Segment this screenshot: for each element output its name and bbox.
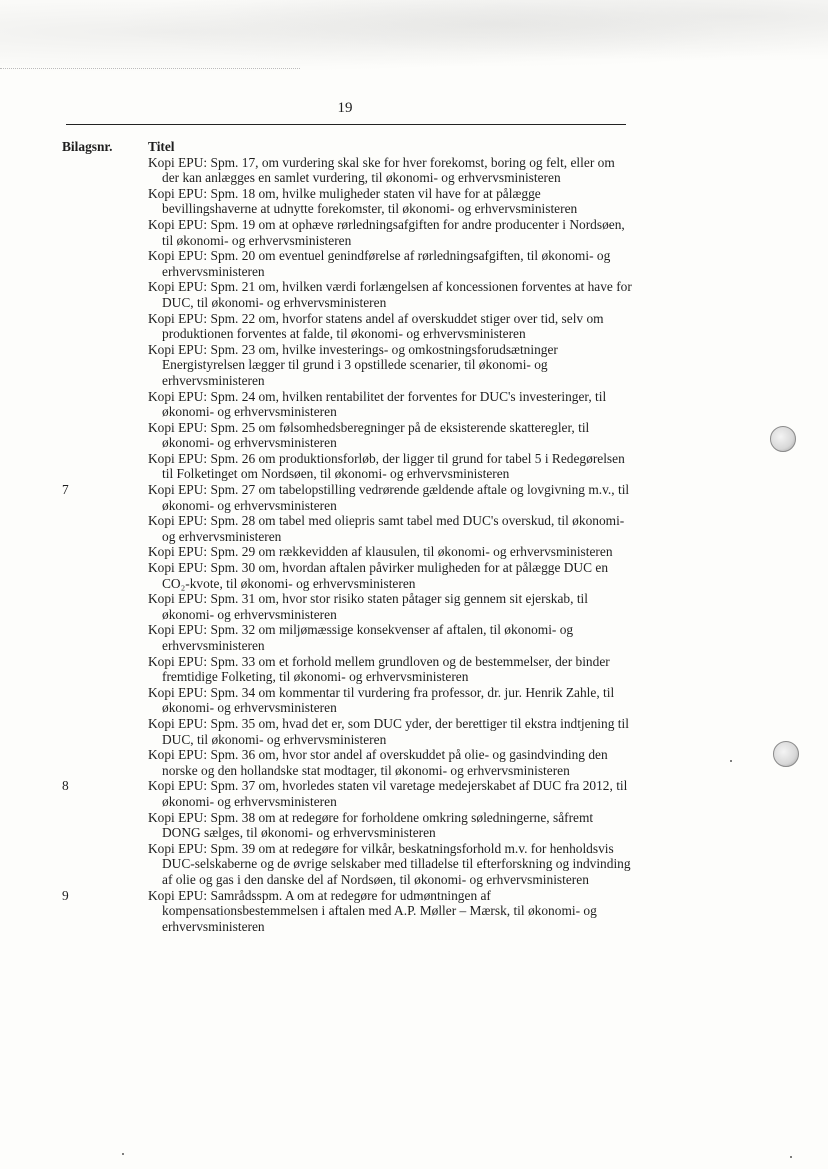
attachment-number: 9 — [62, 887, 69, 903]
attachment-titles — [148, 155, 632, 482]
scan-speck — [790, 1156, 792, 1158]
table-row — [62, 482, 632, 778]
list-item: Kopi EPU: Spm. 18 om, hvilke muligheder staten vil have for at pålægge bevillingshaverne at udnytte forekomster, til økonomi- og erhvervsministeren — [148, 185, 578, 217]
list-item: Kopi EPU: Spm. 38 om at redegøre for forholdene omkring søledningerne, såfremt DONG sælges, til økonomi- og erhvervsministeren — [148, 809, 594, 841]
list-item: Kopi EPU: Spm. 37 om, hvorledes staten vil varetage medejerskabet af DUC fra 2012, til økonomi- og erhvervsministeren — [148, 778, 628, 809]
column-header-nr: Bilagsnr. — [62, 139, 113, 154]
list-item: Kopi EPU: Spm. 17, om vurdering skal ske for hver forekomst, boring og felt, eller om der kan anlægges en samlet vurdering, til økonomi- og erhvervsministeren — [148, 154, 615, 186]
list-item: Kopi EPU: Spm. 30 om, hvordan aftalen påvirker muligheden for at pålægge DUC en CO₂-kvote, til økonomi- og erhvervsministeren — [148, 560, 609, 591]
table-header-row — [62, 139, 632, 155]
attachment-titles — [148, 482, 632, 778]
list-item: Kopi EPU: Spm. 34 om kommentar til vurdering fra professor, dr. jur. Henrik Zahle, til økonomi- og erhvervsministeren — [148, 684, 615, 716]
list-item: Kopi EPU: Samrådsspm. A om at redegøre for udmøntningen af kompensationsbestemmelsen i aftalen med A.P. Møller – Mærsk, til økonomi- og erhvervsministeren — [148, 887, 597, 934]
list-item: Kopi EPU: Spm. 19 om at ophæve rørledningsafgiften for andre producenter i Nordsøen, til økonomi- og erhvervsministeren — [148, 216, 625, 248]
attachment-table — [62, 139, 632, 934]
page-number: 19 — [337, 100, 353, 116]
header-rule — [66, 124, 626, 125]
scan-artifact-line — [0, 68, 300, 69]
list-item: Kopi EPU: Spm. 33 om et forhold mellem grundloven og de bestemmelser, der binder fremtidige Folketing, til økonomi- og erhvervsministeren — [148, 653, 610, 685]
list-item: Kopi EPU: Spm. 39 om at redegøre for vilkår, beskatningsforhold m.v. for henholdsvis DUC-selskaberne og de øvrige selskaber med tilladelse til efterforskning og indvinding af olie og gas i den danske del af Nordsøen, til økonomi- og erhvervsministeren — [148, 840, 631, 887]
attachment-titles — [148, 778, 632, 887]
list-item: Kopi EPU: Spm. 28 om tabel med oliepris samt tabel med DUC's overskud, til økonomi- og erhvervsministeren — [148, 513, 625, 544]
table-row — [62, 778, 632, 887]
list-item: Kopi EPU: Spm. 32 om miljømæssige konsekvenser af aftalen, til økonomi- og erhvervsministeren — [148, 622, 574, 653]
scan-speck — [122, 1153, 124, 1155]
list-item: Kopi EPU: Spm. 29 om rækkevidden af klausulen, til økonomi- og erhvervsministeren — [148, 544, 613, 560]
list-item: Kopi EPU: Spm. 27 om tabelopstilling vedrørende gældende aftale og lovgivning m.v., til økonomi- og erhvervsministeren — [148, 482, 630, 513]
list-item: Kopi EPU: Spm. 22 om, hvorfor statens andel af overskuddet stiger over tid, selv om produktionen forventes at falde, til økonomi- og erhvervsministeren — [148, 310, 604, 342]
scan-speck — [730, 760, 732, 762]
list-item: Kopi EPU: Spm. 20 om eventuel genindførelse af rørledningsafgiften, til økonomi- og erhvervsministeren — [148, 248, 611, 279]
punch-hole — [773, 741, 799, 767]
list-item: Kopi EPU: Spm. 35 om, hvad det er, som DUC yder, der berettiger til ekstra indtjening til DUC, til økonomi- og erhvervsministeren — [148, 715, 629, 747]
attachment-number: 7 — [62, 482, 69, 498]
list-item: Kopi EPU: Spm. 24 om, hvilken rentabilitet der forventes for DUC's investeringer, til økonomi- og erhvervsministeren — [148, 388, 607, 420]
attachment-table-body — [62, 139, 632, 934]
list-item: Kopi EPU: Spm. 36 om, hvor stor andel af overskuddet på olie- og gasindvinding den norske og den hollandske stat modtager, til økonomi- og erhvervsministeren — [148, 747, 608, 778]
list-item: Kopi EPU: Spm. 23 om, hvilke investerings- og omkostningsforudsætninger Energistyrelsen lægger til grund i 3 opstillede scenarier, til økonomi- og erhvervsministeren — [148, 341, 558, 388]
attachment-titles — [148, 888, 632, 935]
attachment-number: 8 — [62, 778, 69, 794]
list-item: Kopi EPU: Spm. 25 om følsomhedsberegninger på de eksisterende skatteregler, til økonomi- og erhvervsministeren — [148, 419, 590, 451]
list-item: Kopi EPU: Spm. 21 om, hvilken værdi forlængelsen af koncessionen forventes at have for DUC, til økonomi- og erhvervsministeren — [148, 279, 632, 310]
table-row — [62, 888, 632, 935]
column-header-title: Titel — [148, 139, 175, 154]
list-item: Kopi EPU: Spm. 26 om produktionsforløb, der ligger til grund for tabel 5 i Redegørelsen til Folketinget om Nordsøen, til økonomi- og erhvervsministeren — [148, 450, 625, 482]
list-item: Kopi EPU: Spm. 31 om, hvor stor risiko staten påtager sig gennem sit ejerskab, til økonomi- og erhvervsministeren — [148, 591, 588, 622]
punch-hole — [770, 426, 796, 452]
table-row — [62, 155, 632, 482]
attachment-number — [62, 155, 148, 482]
